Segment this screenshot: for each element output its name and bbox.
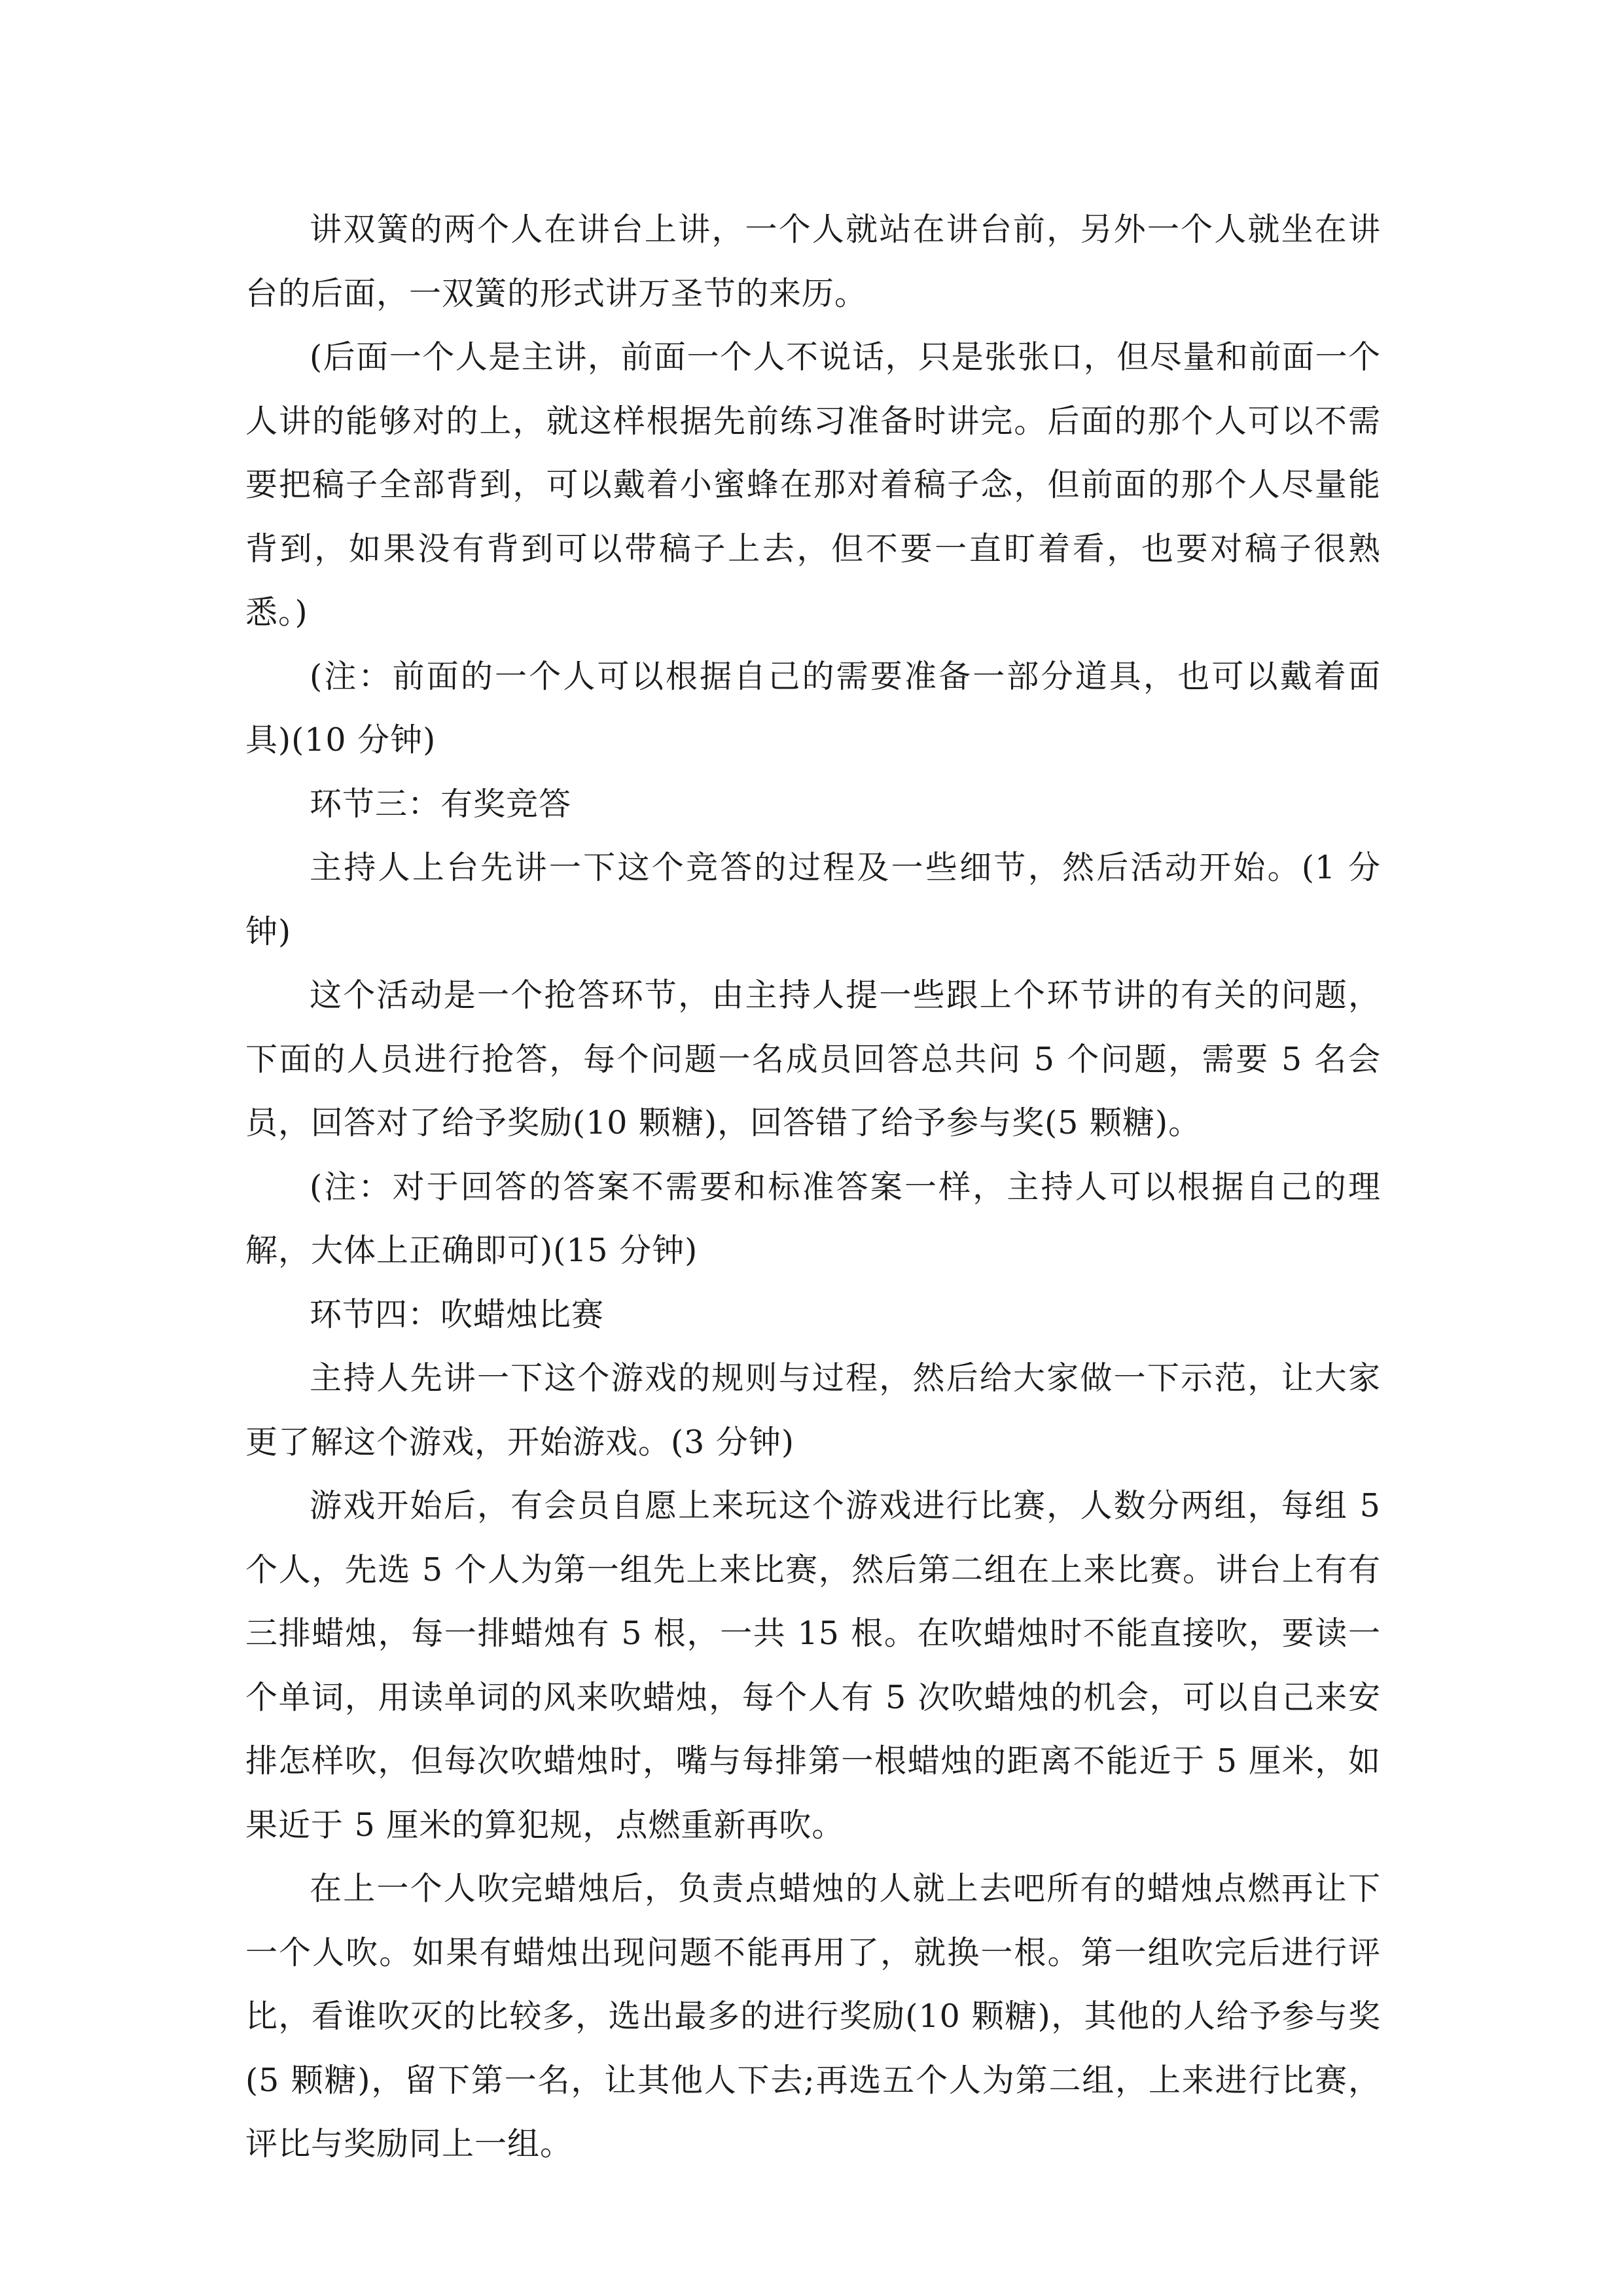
paragraph-candle-intro: 主持人先讲一下这个游戏的规则与过程，然后给大家做一下示范，让大家更了解这个游戏，开始游戏。(3 分钟) [245,1359,1381,1461]
paragraph-double-act-intro: 讲双簧的两个人在讲台上讲，一个人就站在讲台前，另外一个人就坐在讲台的后面，一双簧的形式讲万圣节的来历。 [245,211,1381,312]
paragraph-quiz-note: (注：对于回答的答案不需要和标准答案一样，主持人可以根据自己的理解，大体上正确即可)(15 分钟) [245,1168,1381,1269]
paragraph-quiz-intro: 主持人上台先讲一下这个竞答的过程及一些细节，然后活动开始。(1 分钟) [245,849,1381,950]
paragraph-double-act-details: (后面一个人是主讲，前面一个人不说话，只是张张口，但尽量和前面一个人讲的能够对的上，就这样根据先前练习准备时讲完。后面的那个人可以不需要把稿子全部背到，可以戴着小蜜蜂在那对着稿子念，但前面的那个人尽量能背到，如果没有背到可以带稿子上去，但不要一直盯着看，也要对稿子很熟悉。) [245,338,1381,631]
document-body [245,198,1381,2176]
paragraph-double-act-note: (注：前面的一个人可以根据自己的需要准备一部分道具，也可以戴着面具)(10 分钟) [245,657,1381,759]
section-heading-candle-contest: 环节四：吹蜡烛比赛 [310,1295,605,1333]
paragraph-candle-rules: 游戏开始后，有会员自愿上来玩这个游戏进行比赛，人数分两组，每组 5 个人，先选 5 个人为第一组先上来比赛，然后第二组在上来比赛。讲台上有有三排蜡烛，每一排蜡烛有 5 根，一共 15 根。在吹蜡烛时不能直接吹，要读一个单词，用读单词的风来吹蜡烛，每个人有 5 次吹蜡烛的机会，可以自己来安排怎样吹，但每次吹蜡烛时，嘴与每排第一根蜡烛的距离不能近于 5 厘米，如果近于 5 厘米的算犯规，点燃重新再吹。 [245,1487,1381,1844]
paragraph-candle-judging: 在上一个人吹完蜡烛后，负责点蜡烛的人就上去吧所有的蜡烛点燃再让下一个人吹。如果有蜡烛出现问题不能再用了，就换一根。第一组吹完后进行评比，看谁吹灭的比较多，选出最多的进行奖励(10 颗糖)，其他的人给予参与奖(5 颗糖)，留下第一名，让其他人下去;再选五个人为第二组，上来进行比赛，评比与奖励同上一组。 [245,1870,1381,2162]
paragraph-quiz-rules: 这个活动是一个抢答环节，由主持人提一些跟上个环节讲的有关的问题，下面的人员进行抢答，每个问题一名成员回答总共问 5 个问题，需要 5 名会员，回答对了给予奖励(10 颗糖)，回答错了给予参与奖(5 颗糖)。 [245,977,1381,1141]
section-heading-quiz: 环节三：有奖竞答 [310,785,572,823]
